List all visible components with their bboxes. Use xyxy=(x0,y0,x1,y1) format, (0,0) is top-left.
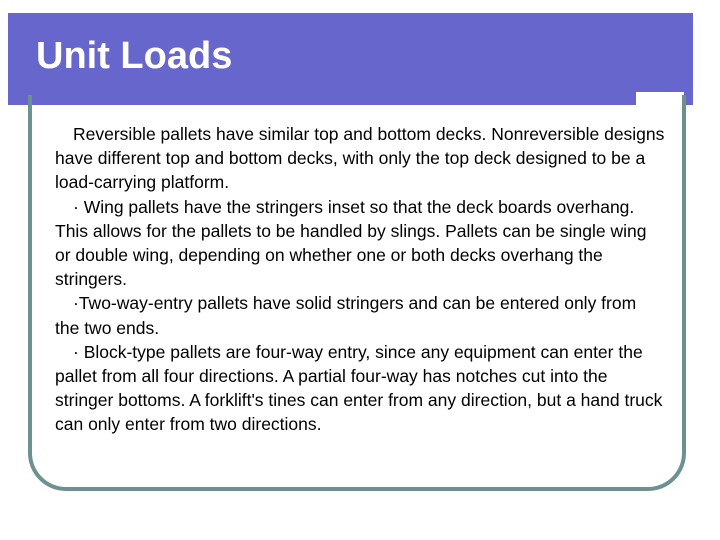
slide-body xyxy=(55,122,665,437)
slide-title: Unit Loads xyxy=(36,35,233,77)
paragraph-two-way-entry-pallets: ·Two-way-entry pallets have solid stringers and can be entered only from the two ends. xyxy=(55,293,637,338)
paragraph-reversible-pallets: Reversible pallets have similar top and bottom decks. Nonreversible designs have different top and bottom decks, with only the top deck designed to be a load-carrying platform. xyxy=(55,124,665,193)
paragraph-wing-pallets: · Wing pallets have the stringers inset so that the deck boards overhang. This allows for the pallets to be handled by slings. Pallets can be single wing or double wing, depending on whether one or both decks overhang the stringers. xyxy=(55,196,647,290)
paragraph-block-type-pallets: · Block-type pallets are four-way entry, since any equipment can enter the pallet from all four directions. A partial four-way has notches cut into the stringer bottoms. A forklift's tines can enter from any direction, but a hand truck can only enter from two directions. xyxy=(55,341,663,435)
